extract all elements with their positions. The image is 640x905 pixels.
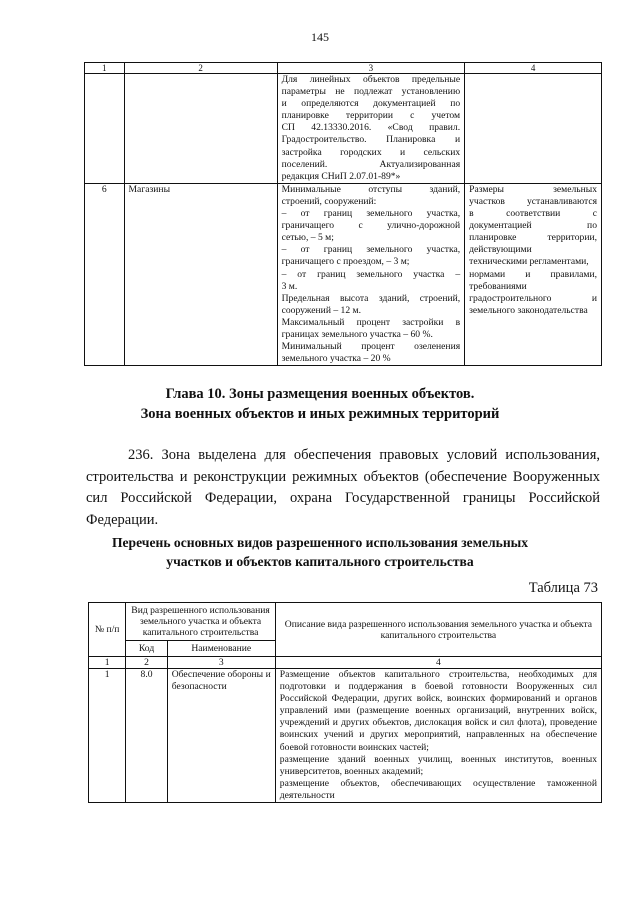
cell-line: граничащего с улично-дорожной xyxy=(281,220,461,232)
empty-cell xyxy=(85,74,125,184)
header-name: Наименование xyxy=(167,641,275,657)
cell-line: сооружений – 12 м. xyxy=(281,304,362,316)
cell-line: участков устанавливаются xyxy=(469,195,597,207)
cell-line: и определяются документацией по xyxy=(281,98,461,110)
land-use-table-continuation xyxy=(84,62,602,366)
description-paragraph: размещение объектов, обеспечивающих осуществление таможенной деятельности xyxy=(279,777,597,801)
cell-line: Минимальный процент озеленения xyxy=(281,341,461,353)
cell-line: документацией по xyxy=(469,220,597,232)
column-number-row xyxy=(85,63,602,74)
cell-line: в соответствии с xyxy=(469,208,597,220)
page-number: 145 xyxy=(311,30,329,44)
paragraph-text: 236. Зона выделена для обеспечения правовых условий использования, строительства и реконструкции режимных объектов (обеспечение Вооруженных сил Российской Федерации, охрана Государственной границы Российской Федерации. xyxy=(86,447,600,528)
column-number: 2 xyxy=(126,657,167,669)
parameters-cell xyxy=(277,183,465,365)
cell-line: – от границ земельного участка – xyxy=(281,268,461,280)
cell-line: планировке территории, xyxy=(469,232,597,244)
column-number: 4 xyxy=(275,657,601,669)
table-row xyxy=(85,74,602,184)
cell-line: Минимальные отступы зданий, xyxy=(281,183,461,195)
cell-line: требованиями xyxy=(469,280,527,292)
land-use-table-73 xyxy=(88,602,602,803)
cell-line: – от границ земельного участка, xyxy=(281,208,461,220)
cell-line: редакция СНиП 2.07.01-89*» xyxy=(281,170,401,182)
table-header-row xyxy=(89,603,602,641)
list-heading-line: Перечень основных видов разрешенного использования земельных xyxy=(111,535,529,550)
column-number: 3 xyxy=(167,657,275,669)
description-paragraph: размещение зданий военных училищ, военных институтов, военных университетов, военных академий; xyxy=(279,753,597,777)
cell-line: граничащего с проездом, – 3 м; xyxy=(281,256,410,268)
land-size-cell xyxy=(465,183,602,365)
cell-line: планировке территории с учетом xyxy=(281,110,461,122)
header-description: Описание вида разрешенного использования земельного участка и объекта капитального строительства xyxy=(275,603,601,657)
table-row xyxy=(85,183,602,365)
row-number: 1 xyxy=(89,669,126,803)
chapter-heading-line: Глава 10. Зоны размещения военных объектов. xyxy=(165,386,475,402)
cell-line: нормами и правилами, xyxy=(469,268,597,280)
column-number: 1 xyxy=(89,657,126,669)
cell-line: параметры не подлежат установлению xyxy=(281,86,461,98)
cell-line: – от границ земельного участка, xyxy=(281,244,461,256)
column-number: 1 xyxy=(85,63,125,74)
column-number: 3 xyxy=(277,63,465,74)
empty-cell xyxy=(124,74,277,184)
cell-line: земельного участка – 20 % xyxy=(281,353,391,365)
parameters-cell xyxy=(277,74,465,184)
cell-line: Размеры земельных xyxy=(469,183,597,195)
table-row xyxy=(89,669,602,803)
column-number: 4 xyxy=(465,63,602,74)
cell-line: техническими регламентами, xyxy=(469,256,589,268)
list-heading-line: участков и объектов капитального строительства xyxy=(166,554,474,569)
cell-line: Градостроительство. Планировка и xyxy=(281,134,461,146)
cell-line: СП 42.13330.2016. «Свод правил. xyxy=(281,122,461,134)
chapter-heading xyxy=(40,384,600,424)
cell-line: земельного законодательства xyxy=(469,304,588,316)
use-name: Обеспечение обороны и безопасности xyxy=(167,669,275,803)
cell-line: застройка городских и сельских xyxy=(281,146,461,158)
use-description xyxy=(275,669,601,803)
description-paragraph: Размещение объектов капитального строительства, необходимых для подготовки и поддержания в боевой готовности Вооруженных сил Российской Федерации, других войск, воинских формирований и органов управлений ими (размещение военных организаций, внутренних войск, учреждений и других объектов, дислокация войск и сил флота), проведение воинских учений и других мероприятий, направленных на обеспечение боевой готовности воинских частей; xyxy=(279,669,597,753)
cell-line: градостроительного и xyxy=(469,292,597,304)
cell-line: строений, сооружений: xyxy=(281,195,377,207)
list-heading xyxy=(40,533,600,571)
cell-line: Максимальный процент застройки в xyxy=(281,316,461,328)
paragraph-236 xyxy=(86,445,600,531)
cell-line: Для линейных объектов предельные xyxy=(281,74,461,85)
cell-line: поселений. Актуализированная xyxy=(281,158,461,170)
cell-line: границах земельного участка – 60 %. xyxy=(281,328,433,340)
table-caption: Таблица 73 xyxy=(528,580,598,596)
column-number-row xyxy=(89,657,602,669)
row-number: 6 xyxy=(85,183,125,365)
cell-line: действующими xyxy=(469,244,532,256)
empty-cell xyxy=(465,74,602,184)
header-number: № п/п xyxy=(89,603,126,657)
column-number: 2 xyxy=(124,63,277,74)
use-code: 8.0 xyxy=(126,669,167,803)
cell-line: 3 м. xyxy=(281,280,298,292)
header-use-type: Вид разрешенного использования земельного участка и объекта капитального строительства xyxy=(126,603,275,641)
chapter-heading-line: Зона военных объектов и иных режимных территорий xyxy=(140,406,500,422)
header-code: Код xyxy=(126,641,167,657)
cell-line: сетью, – 5 м; xyxy=(281,232,334,244)
cell-line: Предельная высота зданий, строений, xyxy=(281,292,461,304)
use-name: Магазины xyxy=(124,183,277,365)
